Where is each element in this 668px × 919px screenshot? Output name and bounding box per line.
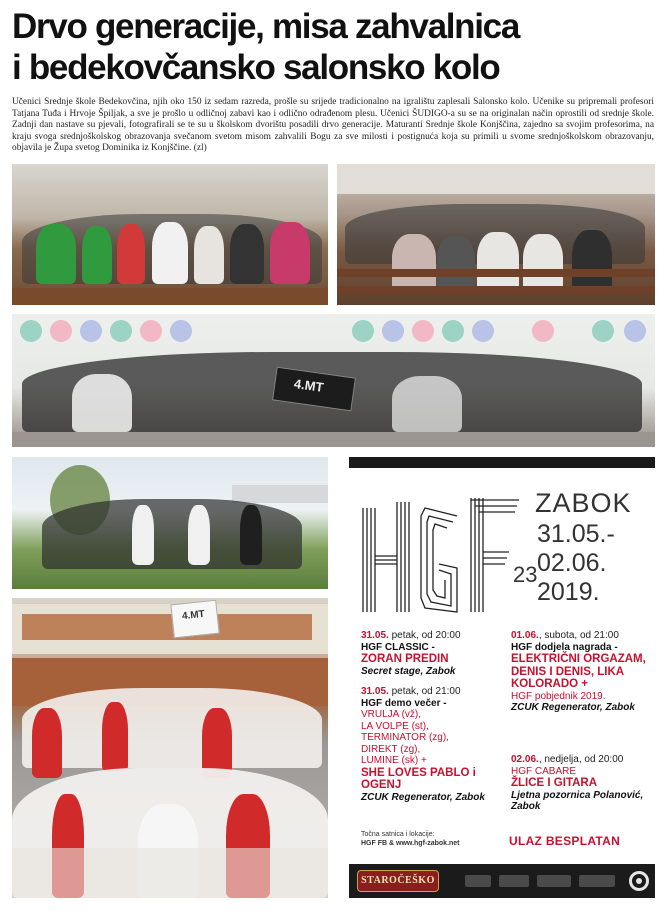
class-banner-text: 4.MT (293, 376, 325, 395)
event-venue: Secret stage, Zabok (361, 665, 456, 677)
sponsor-staroceško-logo: STAROČEŠKO (357, 870, 439, 892)
event-date: 31.05. (361, 630, 389, 641)
date-end: 02.06. (537, 549, 607, 577)
event-headliner: SHE LOVES PABLO i OGENJ (361, 766, 476, 791)
hgf-festival-ad (349, 468, 655, 898)
sponsor-logo (499, 875, 529, 887)
tree-planting-photo (12, 457, 328, 589)
date-start: 31.05.- (537, 520, 615, 548)
event-performer: ŽLICE I GITARA (511, 777, 598, 789)
event-venue: Ljetna pozornica Polanović, Zabok (511, 789, 644, 812)
event-time: petak, od 20:00 (388, 630, 461, 641)
event-venue: ZCUK Regenerator, Zabok (511, 702, 635, 713)
sponsor-logo (579, 875, 615, 887)
lineup-item: VRULJA (vž), (361, 709, 422, 720)
lineup-item: LUMINE (sk) + (361, 755, 427, 766)
headline-line-1: Drvo generacije, misa zahvalnica (12, 7, 520, 46)
event-time: , nedjelja, od 20:00 (538, 754, 624, 765)
event-awards (511, 630, 651, 714)
free-entry-label: ULAZ BESPLATAN (509, 834, 621, 848)
event-extra: HGF pobjednik 2019. (511, 690, 606, 702)
event-date: 02.06. (511, 754, 539, 765)
event-date: 01.06. (511, 630, 539, 641)
hgf-number: 23 (513, 562, 538, 587)
event-title: HGF dodjela nagrada - (511, 641, 618, 653)
article-body: Učenici Srednje škole Bedekovčina, njih oko 150 iz sedam razreda, prošle su srijede tradicionalno na igralištu zaplesali Salonsko kolo. Učenike su pripremali profesori Tatjana Tuđa i Hrvoje Špiljak, a sve je prošlo u odličnoj zabavi kao i odlično odrađenom plesu. Učenici ŠUDIGO-a su se na originalan način oprostili od srednje škole. Zadnji dan nastave su pjevali, fotografirali se te su u školskom dvorištu posadili drvo generacije. Maturanti Srednje škole Konjščina, zajedno sa svojim profesorima, na kraju svoga srednjoškolskog obrazovanja svečanom svetom misom zahvalili Bogu za sve milosti i postignuća koja su primili u svome srednjoškolskom obrazovanju, objavila je Župa svetog Dominika iz Konjščine. (zl) (12, 97, 654, 154)
event-time: petak, od 21:00 (388, 686, 461, 697)
event-performer: ELEKTRIČNI ORGAZAM, DENIS I DENIS, LIKA KOLORADO + (511, 653, 646, 690)
schedule-note-link: HGF FB & www.hgf-zabok.net (361, 839, 460, 847)
sponsor-logo (465, 875, 491, 887)
event-time: , subota, od 21:00 (538, 630, 619, 641)
event-performer: ZORAN PREDIN (361, 653, 449, 665)
schedule-note (361, 831, 460, 848)
headline-line-2: i bedekovčansko salonsko kolo (12, 48, 500, 87)
event-cabare (511, 754, 651, 813)
gear-icon (629, 871, 649, 891)
article-headline (12, 6, 658, 88)
dance-flag-text: 4.MT (181, 608, 206, 623)
festival-city: ZABOK (535, 488, 632, 518)
church-group-photo-left (12, 164, 328, 305)
lineup-item: DIREKT (zg), (361, 743, 421, 755)
hgf-logo-text: HGF (359, 494, 362, 495)
lineup-item: LA VOLPE (st), (361, 720, 429, 732)
salon-dance-photo (12, 598, 328, 898)
hgf-logo (359, 494, 538, 616)
church-mass-photo-right (337, 164, 655, 305)
sponsor-bar (349, 864, 655, 898)
schedule-note-label: Točna satnica i lokacije: (361, 831, 435, 838)
festival-dates (537, 520, 615, 607)
event-demo-night (361, 686, 503, 803)
ad-top-bar (349, 457, 655, 468)
graduates-group-photo (12, 314, 655, 447)
event-title: HGF CLASSIC - (361, 641, 435, 653)
event-title: HGF demo večer - (361, 697, 447, 709)
sponsor-logo (537, 875, 571, 887)
festival-year: 2019. (537, 578, 600, 606)
event-title: HGF CABARE (511, 765, 577, 777)
lineup-item: TERMINATOR (zg), (361, 732, 449, 743)
event-venue: ZCUK Regenerator, Zabok (361, 791, 485, 803)
event-date: 31.05. (361, 686, 389, 697)
event-zoran-predin (361, 630, 501, 677)
